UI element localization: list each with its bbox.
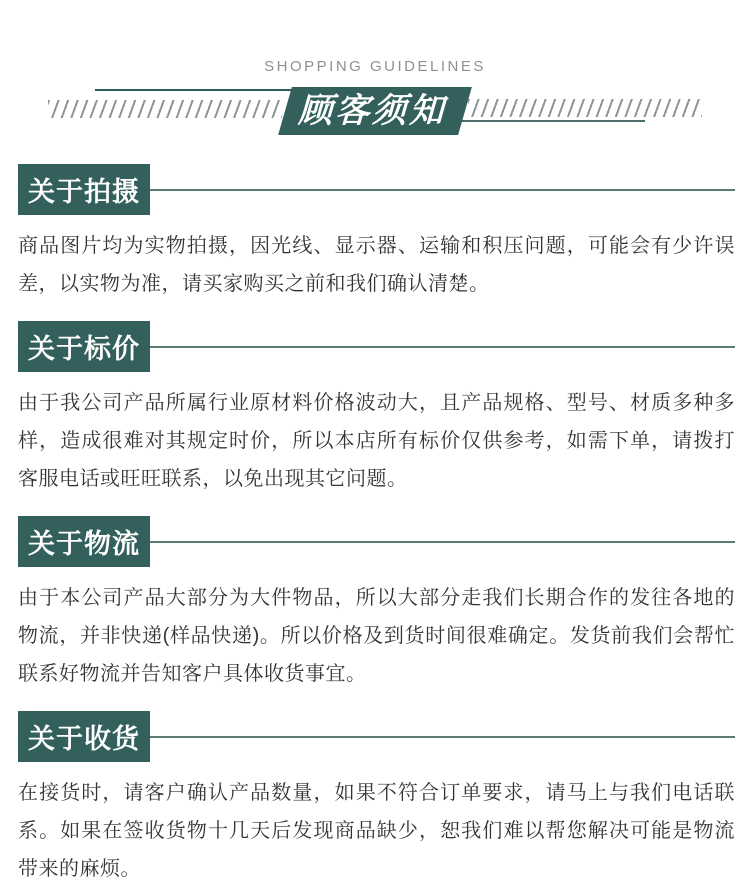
banner-title: 顾客须知 [278, 87, 472, 135]
section-header [18, 164, 735, 215]
left-divider-line [95, 89, 310, 91]
section-title-line [150, 736, 735, 738]
section-logistics [18, 516, 735, 693]
section-body-text: 商品图片均为实物拍摄，因光线、显示器、运输和积压问题，可能会有少许误差，以实物为准，请买家购买之前和我们确认清楚。 [18, 235, 735, 295]
section-header [18, 711, 735, 762]
section-title: 关于标价 [18, 321, 150, 372]
section-title: 关于物流 [18, 516, 150, 567]
section-receiving [18, 711, 735, 888]
left-hatch-decoration [48, 100, 282, 118]
section-body-text: 在接货时，请客户确认产品数量，如果不符合订单要求，请马上与我们电话联系。如果在签收货物十几天后发现商品缺少，恕我们难以帮您解决可能是物流带来的麻烦。 [18, 782, 735, 880]
section-header [18, 516, 735, 567]
section-title-line [150, 541, 735, 543]
section-title-line [150, 189, 735, 191]
guidelines-sections [0, 164, 750, 888]
section-header [18, 321, 735, 372]
page-header [0, 0, 750, 158]
section-pricing [18, 321, 735, 498]
section-body-text: 由于本公司产品大部分为大件物品，所以大部分走我们长期合作的发往各地的物流，并非快递(样品快递)。所以价格及到货时间很难确定。发货前我们会帮忙联系好物流并告知客户具体收货事宜。 [18, 587, 735, 685]
section-title: 关于收货 [18, 711, 150, 762]
eyebrow-text: SHOPPING GUIDELINES [264, 58, 486, 75]
section-title: 关于拍摄 [18, 164, 150, 215]
section-body-text: 由于我公司产品所属行业原材料价格波动大，且产品规格、型号、材质多种多样，造成很难对其规定时价，所以本店所有标价仅供参考，如需下单，请拨打客服电话或旺旺联系，以免出现其它问题。 [18, 392, 735, 490]
right-divider-line [455, 120, 645, 122]
right-hatch-decoration [468, 99, 702, 117]
section-title-line [150, 346, 735, 348]
section-photography [18, 164, 735, 303]
